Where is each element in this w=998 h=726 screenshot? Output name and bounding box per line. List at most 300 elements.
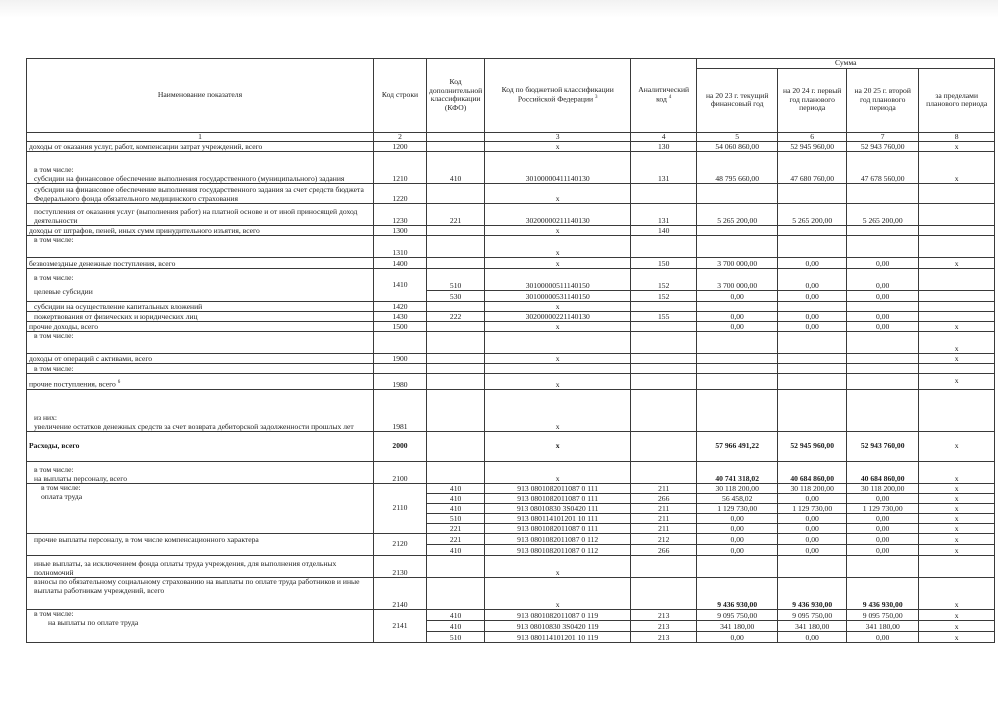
row-name-text: увеличение остатков денежных средств за счет возврата дебиторской задолженности прошлых лет — [34, 421, 354, 431]
row-name: взносы по обязательному социальному страхованию на выплаты по оплате труда работников и иные выплаты работникам учреждений, всего — [27, 578, 374, 610]
row-pre: в том числе: — [34, 165, 74, 174]
row-code: 1220 — [374, 184, 427, 204]
row-y3: 5 265 200,00 — [847, 204, 919, 226]
row-y2 — [778, 364, 847, 374]
row-analytic: 152 — [631, 291, 697, 302]
row-code: 1430 — [374, 312, 427, 322]
header-analytic-text: Аналитический код — [638, 85, 690, 104]
row-y2 — [778, 390, 847, 432]
row-y1: 40 741 318,02 — [697, 462, 778, 484]
row-kfo: 410 — [427, 545, 485, 556]
row-kfo: 410 — [427, 152, 485, 184]
row-code: 1981 — [374, 390, 427, 432]
row-beyond: x — [919, 621, 995, 632]
table-row — [27, 152, 995, 184]
row-y1 — [697, 556, 778, 578]
row-y1: 9 436 930,00 — [697, 578, 778, 610]
table-row — [27, 226, 995, 236]
row-name — [27, 269, 374, 302]
row-y3 — [847, 374, 919, 390]
row-kbk: 913 0801082011087 0 119 — [485, 610, 631, 621]
row-y2: 1 129 730,00 — [778, 504, 847, 514]
row-y3: 0,00 — [847, 632, 919, 643]
table-row — [27, 269, 995, 291]
col-num-1: 1 — [27, 132, 374, 142]
row-kbk: 30100000531140150 — [485, 291, 631, 302]
row-kbk: 913 08010830 3S0420 111 — [485, 504, 631, 514]
row-name: Расходы, всего — [27, 432, 374, 462]
row-kbk — [485, 364, 631, 374]
row-analytic: 266 — [631, 545, 697, 556]
row-beyond: x — [919, 142, 995, 152]
table-row — [27, 556, 995, 578]
row-analytic: 213 — [631, 621, 697, 632]
row-kfo — [427, 432, 485, 462]
row-name: субсидии на осуществление капитальных вложений — [27, 302, 374, 312]
row-beyond: x — [919, 610, 995, 621]
header-year-current: на 20 23 г. текущий финансовый год — [697, 68, 778, 132]
row-y2: 0,00 — [778, 258, 847, 269]
header-year-plan2: на 20 25 г. второй год планового периода — [847, 68, 919, 132]
row-y1: 0,00 — [697, 514, 778, 524]
row-kfo: 221 — [427, 534, 485, 545]
header-kbk-text: Код по бюджетной классификации Российской Федерации — [501, 85, 614, 104]
row-y1: 48 795 660,00 — [697, 152, 778, 184]
row-kbk: 30200000221140130 — [485, 312, 631, 322]
row-y3 — [847, 354, 919, 364]
header-kfo: Код дополнительной классификации (КФО) — [427, 59, 485, 133]
row-name: поступления от оказания услуг (выполнения работ) на платной основе и от иной приносящей доход деятельности — [27, 204, 374, 226]
row-pre: в том числе: — [27, 236, 374, 258]
row-y1: 57 966 491,22 — [697, 432, 778, 462]
row-analytic: 212 — [631, 534, 697, 545]
row-pre: в том числе: — [34, 272, 74, 282]
row-y3: 0,00 — [847, 494, 919, 504]
row-name: иные выплаты, за исключением фонда оплаты труда учреждения, для выполнения отдельных полномочий — [27, 556, 374, 578]
row-analytic: 130 — [631, 142, 697, 152]
row-kbk: 913 0801082011087 0 112 — [485, 545, 631, 556]
row-beyond — [919, 204, 995, 226]
row-kbk: x — [485, 374, 631, 390]
row-beyond — [919, 291, 995, 302]
row-y2 — [778, 302, 847, 312]
header-line-code: Код строки — [374, 59, 427, 133]
row-kfo: 510 — [427, 514, 485, 524]
row-kfo — [427, 364, 485, 374]
row-y2: 9 095 750,00 — [778, 610, 847, 621]
row-y1: 30 118 200,00 — [697, 484, 778, 494]
row-code: 1300 — [374, 226, 427, 236]
row-y1: 0,00 — [697, 524, 778, 534]
row-beyond: x — [919, 432, 995, 462]
row-beyond: x — [919, 524, 995, 534]
row-beyond — [919, 269, 995, 291]
row-y2: 0,00 — [778, 514, 847, 524]
row-code: 1210 — [374, 152, 427, 184]
col-num-5: 4 — [631, 132, 697, 142]
row-y2: 0,00 — [778, 534, 847, 545]
row-kbk: x — [485, 556, 631, 578]
row-kfo — [427, 226, 485, 236]
row-y1 — [697, 236, 778, 258]
table-row — [27, 302, 995, 312]
row-y2 — [778, 374, 847, 390]
row-code: 1900 — [374, 354, 427, 364]
row-kbk — [485, 332, 631, 354]
row-y3: 9 095 750,00 — [847, 610, 919, 621]
row-y3: 0,00 — [847, 312, 919, 322]
row-beyond: x — [919, 494, 995, 504]
header-beyond: за пределами планового периода — [919, 68, 995, 132]
row-beyond: x — [919, 484, 995, 494]
col-num-4: 3 — [485, 132, 631, 142]
row-analytic — [631, 184, 697, 204]
row-code: 1420 — [374, 302, 427, 312]
col-num-7: 6 — [778, 132, 847, 142]
row-beyond — [919, 364, 995, 374]
row-y1: 5 265 200,00 — [697, 204, 778, 226]
row-beyond: x — [919, 632, 995, 643]
row-y1: 54 060 860,00 — [697, 142, 778, 152]
row-kfo: 410 — [427, 494, 485, 504]
row-name: доходы от операций с активами, всего — [27, 354, 374, 364]
row-beyond — [919, 390, 995, 432]
row-y1 — [697, 226, 778, 236]
row-kbk: x — [485, 226, 631, 236]
row-y3: 52 943 760,00 — [847, 142, 919, 152]
row-name — [27, 484, 374, 534]
row-kbk: x — [485, 462, 631, 484]
table-row — [27, 322, 995, 332]
row-y1: 0,00 — [697, 322, 778, 332]
row-y3: 1 129 730,00 — [847, 504, 919, 514]
row-code — [374, 364, 427, 374]
row-kfo: 410 — [427, 504, 485, 514]
row-y2: 0,00 — [778, 269, 847, 291]
table-row — [27, 332, 995, 354]
row-kfo: 410 — [427, 610, 485, 621]
row-y3: 40 684 860,00 — [847, 462, 919, 484]
budget-plan-table — [26, 58, 995, 643]
row-pre: в том числе: — [34, 465, 74, 474]
row-name: пожертвования от физических и юридических лиц — [27, 312, 374, 322]
budget-plan-sheet — [26, 58, 995, 643]
row-analytic — [631, 354, 697, 364]
header-analytic — [631, 59, 697, 133]
row-name — [27, 462, 374, 484]
row-beyond — [919, 556, 995, 578]
row-y1: 341 180,00 — [697, 621, 778, 632]
row-y3: 341 180,00 — [847, 621, 919, 632]
row-name-text: оплата труда — [41, 491, 83, 501]
table-row — [27, 364, 995, 374]
row-beyond — [919, 302, 995, 312]
row-y1 — [697, 184, 778, 204]
row-name — [27, 152, 374, 184]
row-analytic: 213 — [631, 632, 697, 643]
row-analytic: 150 — [631, 258, 697, 269]
row-y1 — [697, 332, 778, 354]
row-analytic — [631, 462, 697, 484]
row-kbk: 913 080114101201 10 111 — [485, 514, 631, 524]
row-beyond: x — [919, 545, 995, 556]
row-y3 — [847, 302, 919, 312]
row-beyond: x — [919, 374, 995, 390]
row-name-text: прочие поступления, всего — [29, 379, 116, 389]
row-y1: 1 129 730,00 — [697, 504, 778, 514]
row-analytic: 152 — [631, 269, 697, 291]
row-name: доходы от оказания услуг, работ, компенсации затрат учреждений, всего — [27, 142, 374, 152]
row-y2: 0,00 — [778, 494, 847, 504]
table-row — [27, 354, 995, 364]
row-y2 — [778, 354, 847, 364]
row-y2: 0,00 — [778, 545, 847, 556]
row-y2: 52 945 960,00 — [778, 142, 847, 152]
row-analytic: 266 — [631, 494, 697, 504]
table-row — [27, 204, 995, 226]
row-name — [27, 390, 374, 432]
row-y1 — [697, 374, 778, 390]
row-kbk: x — [485, 322, 631, 332]
row-y1 — [697, 354, 778, 364]
row-name: доходы от штрафов, пеней, иных сумм принудительного изъятия, всего — [27, 226, 374, 236]
row-analytic: 131 — [631, 152, 697, 184]
row-name: субсидии на финансовое обеспечение выполнения государственного задания за счет средств бюджета Федерального фонда обязательного медицинского страхования — [27, 184, 374, 204]
row-y2: 9 436 930,00 — [778, 578, 847, 610]
row-y3 — [847, 184, 919, 204]
row-y3 — [847, 226, 919, 236]
col-num-6: 5 — [697, 132, 778, 142]
row-beyond: x — [919, 332, 995, 354]
row-note: 6 — [117, 379, 121, 385]
row-y3: 0,00 — [847, 269, 919, 291]
col-num-8: 7 — [847, 132, 919, 142]
row-y3: 0,00 — [847, 524, 919, 534]
row-beyond: x — [919, 514, 995, 524]
table-row — [27, 534, 995, 545]
row-analytic: 131 — [631, 204, 697, 226]
row-name: безвозмездные денежные поступления, всего — [27, 258, 374, 269]
table-row — [27, 462, 995, 484]
table-row — [27, 610, 995, 621]
row-code: 1500 — [374, 322, 427, 332]
table-row — [27, 142, 995, 152]
row-analytic: 155 — [631, 312, 697, 322]
row-kbk: 913 08010830 3S0420 119 — [485, 621, 631, 632]
row-analytic — [631, 556, 697, 578]
row-analytic — [631, 578, 697, 610]
row-y2: 0,00 — [778, 524, 847, 534]
row-kfo: 410 — [427, 484, 485, 494]
row-analytic — [631, 302, 697, 312]
row-kfo — [427, 258, 485, 269]
header-summa: Сумма — [697, 59, 995, 69]
row-y1: 3 700 000,00 — [697, 269, 778, 291]
row-code: 2130 — [374, 556, 427, 578]
table-row — [27, 432, 995, 462]
header-analytic-note: 4 — [668, 94, 672, 100]
row-y3 — [847, 332, 919, 354]
row-kbk: 913 080114101201 10 119 — [485, 632, 631, 643]
row-y2: 341 180,00 — [778, 621, 847, 632]
col-num-2: 2 — [374, 132, 427, 142]
row-kfo — [427, 236, 485, 258]
row-analytic: 213 — [631, 610, 697, 621]
row-kbk: x — [485, 258, 631, 269]
row-y1: 56 458,02 — [697, 494, 778, 504]
row-y1 — [697, 390, 778, 432]
row-y2: 0,00 — [778, 291, 847, 302]
table-row — [27, 484, 995, 494]
row-kfo: 530 — [427, 291, 485, 302]
col-num-3 — [427, 132, 485, 142]
table-row — [27, 390, 995, 432]
row-code: 2140 — [374, 578, 427, 610]
row-y2 — [778, 236, 847, 258]
table-row — [27, 184, 995, 204]
row-y3: 9 436 930,00 — [847, 578, 919, 610]
row-analytic: 140 — [631, 226, 697, 236]
row-kfo: 510 — [427, 269, 485, 291]
row-pre: в том числе: — [41, 483, 81, 492]
row-name-text: на выплаты персоналу, всего — [34, 473, 127, 483]
row-y3 — [847, 364, 919, 374]
row-code: 1310 — [374, 236, 427, 258]
row-name — [27, 610, 374, 643]
row-y1: 0,00 — [697, 312, 778, 322]
row-kfo: 221 — [427, 524, 485, 534]
row-analytic — [631, 364, 697, 374]
row-y2: 40 684 860,00 — [778, 462, 847, 484]
table-row — [27, 312, 995, 322]
row-pre: в том числе: — [34, 609, 74, 618]
row-beyond: x — [919, 152, 995, 184]
row-y2: 5 265 200,00 — [778, 204, 847, 226]
row-y2: 30 118 200,00 — [778, 484, 847, 494]
row-kfo — [427, 354, 485, 364]
row-kfo — [427, 142, 485, 152]
row-analytic — [631, 374, 697, 390]
row-analytic — [631, 236, 697, 258]
row-code: 1400 — [374, 258, 427, 269]
row-kbk: 913 0801082011087 0 112 — [485, 534, 631, 545]
row-name: прочие выплаты персоналу, в том числе компенсационного характера — [27, 534, 374, 556]
row-y3: 30 118 200,00 — [847, 484, 919, 494]
row-analytic — [631, 432, 697, 462]
row-y1: 0,00 — [697, 291, 778, 302]
row-kbk: x — [485, 142, 631, 152]
row-kfo: 410 — [427, 621, 485, 632]
row-beyond: x — [919, 462, 995, 484]
row-analytic — [631, 390, 697, 432]
row-code — [374, 332, 427, 354]
row-kfo — [427, 302, 485, 312]
row-name-text: целевые субсидии — [34, 287, 93, 296]
row-y2 — [778, 226, 847, 236]
table-row — [27, 236, 995, 258]
row-y2 — [778, 556, 847, 578]
row-y3 — [847, 390, 919, 432]
row-kfo — [427, 556, 485, 578]
row-kbk: x — [485, 236, 631, 258]
row-kfo: 510 — [427, 632, 485, 643]
row-code: 1230 — [374, 204, 427, 226]
row-kfo — [427, 390, 485, 432]
row-beyond: x — [919, 258, 995, 269]
row-y2: 0,00 — [778, 312, 847, 322]
row-kfo — [427, 322, 485, 332]
header-year-plan1: на 20 24 г. первый год планового периода — [778, 68, 847, 132]
row-y3: 0,00 — [847, 514, 919, 524]
row-kbk: x — [485, 184, 631, 204]
row-code: 1410 — [374, 269, 427, 302]
row-analytic: 211 — [631, 484, 697, 494]
row-kbk: x — [485, 390, 631, 432]
row-pre: в том числе: — [27, 364, 374, 374]
row-y2: 0,00 — [778, 632, 847, 643]
row-analytic — [631, 322, 697, 332]
row-y3 — [847, 556, 919, 578]
row-code: 2100 — [374, 462, 427, 484]
row-beyond: x — [919, 354, 995, 364]
row-y2 — [778, 184, 847, 204]
row-code: 1200 — [374, 142, 427, 152]
row-y2: 0,00 — [778, 322, 847, 332]
row-code: 2110 — [374, 484, 427, 534]
row-beyond — [919, 312, 995, 322]
row-code: 2120 — [374, 534, 427, 556]
row-kfo — [427, 462, 485, 484]
row-y3: 0,00 — [847, 322, 919, 332]
row-kbk: 913 0801082011087 0 111 — [485, 524, 631, 534]
row-pre: из них: — [34, 413, 57, 422]
row-kbk: x — [485, 432, 631, 462]
row-y1: 9 095 750,00 — [697, 610, 778, 621]
row-beyond: x — [919, 322, 995, 332]
row-analytic: 211 — [631, 504, 697, 514]
row-kbk: 913 0801082011087 0 111 — [485, 494, 631, 504]
row-y3: 52 943 760,00 — [847, 432, 919, 462]
row-beyond: x — [919, 504, 995, 514]
row-name-text: на выплаты по оплате труда — [48, 617, 139, 627]
row-kbk: x — [485, 302, 631, 312]
table-row — [27, 374, 995, 390]
header-kbk-note: 3 — [595, 94, 598, 100]
row-beyond — [919, 184, 995, 204]
table-row — [27, 578, 995, 610]
row-y1: 0,00 — [697, 545, 778, 556]
row-kbk: 30100000511140150 — [485, 269, 631, 291]
row-y3: 0,00 — [847, 545, 919, 556]
row-kbk: 913 0801082011087 0 111 — [485, 484, 631, 494]
table-row — [27, 258, 995, 269]
row-name-text: субсидии на финансовое обеспечение выполнения государственного (муниципального) задания — [34, 173, 345, 183]
row-kfo: 221 — [427, 204, 485, 226]
row-y2: 47 680 760,00 — [778, 152, 847, 184]
row-kbk: x — [485, 578, 631, 610]
row-kfo — [427, 332, 485, 354]
row-y2 — [778, 332, 847, 354]
row-y3: 0,00 — [847, 534, 919, 545]
row-kbk: x — [485, 354, 631, 364]
row-y3 — [847, 236, 919, 258]
row-y1: 3 700 000,00 — [697, 258, 778, 269]
row-y3: 0,00 — [847, 258, 919, 269]
header-kbk — [485, 59, 631, 133]
row-beyond — [919, 236, 995, 258]
row-beyond — [919, 226, 995, 236]
row-kbk: 30200000211140130 — [485, 204, 631, 226]
